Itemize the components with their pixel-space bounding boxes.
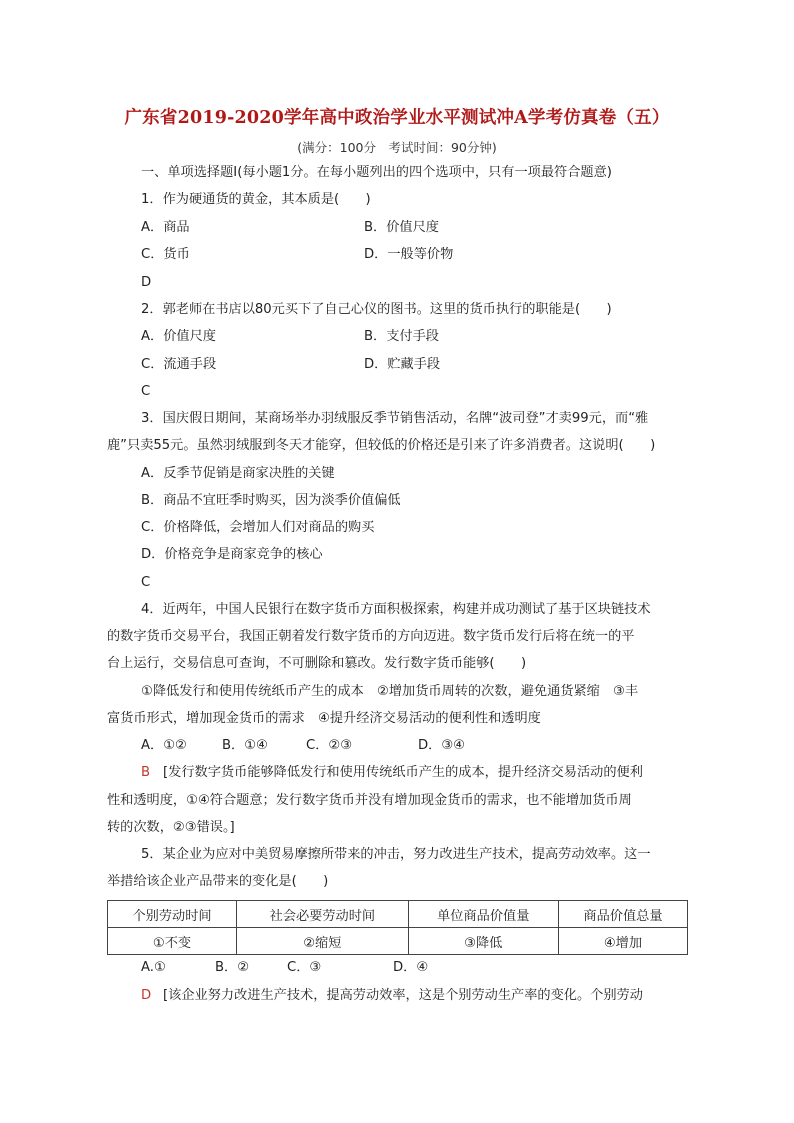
table-header-row <box>108 901 688 928</box>
question-1-answer: D <box>141 275 152 290</box>
question-3-stem-line-2: 鹿”只卖55元。虽然羽绒服到冬天才能穿，但较低的价格还是引来了许多消费者。这说明( ) <box>107 438 656 453</box>
table-header-cell: 社会必要劳动时间 <box>237 901 409 928</box>
question-5-option-a: A.① <box>141 960 166 975</box>
question-3-option-d: D．价格竞争是商家竞争的核心 <box>141 547 323 562</box>
question-1-option-a: A．商品 <box>141 220 190 235</box>
question-5-stem-line-2: 举措给该企业产品带来的变化是( ) <box>107 874 329 889</box>
question-4-stem-line-1: 4．近两年，中国人民银行在数字货币方面积极探索，构建并成功测试了基于区块链技术 <box>141 602 651 617</box>
question-2-option-c: C．流通手段 <box>141 357 217 372</box>
exam-info: (满分：100分 考试时间：90分钟) <box>297 140 497 155</box>
question-1-option-d: D．一般等价物 <box>364 247 454 262</box>
question-3-stem-line-1: 3．国庆假日期间，某商场举办羽绒服反季节销售活动，名牌“波司登”才卖99元，而“雅 <box>141 411 649 426</box>
question-2-option-d: D．贮藏手段 <box>364 357 441 372</box>
question-2-stem: 2．郭老师在书店以80元买下了自己心仪的图书。这里的货币执行的职能是( ) <box>141 302 612 317</box>
table-cell: ②缩短 <box>237 928 409 955</box>
question-4-stem-line-2: 的数字货币交易平台，我国正朝着发行数字货币的方向迈进。数字货币发行后将在统一的平 <box>107 629 635 644</box>
question-2-option-b: B．支付手段 <box>364 329 439 344</box>
question-4-option-b: B．①④ <box>222 738 268 753</box>
question-2-option-a: A．价值尺度 <box>141 329 216 344</box>
question-4-option-a: A．①② <box>141 738 187 753</box>
table-header-cell: 个别劳动时间 <box>108 901 237 928</box>
question-3-option-c: C．价格降低，会增加人们对商品的购买 <box>141 520 375 535</box>
question-4-option-d: D．③④ <box>418 738 465 753</box>
question-4-answer: B <box>141 765 151 780</box>
question-3-answer: C <box>141 575 151 590</box>
question-5-answer: D <box>141 988 152 1003</box>
question-5-stem-line-1: 5．某企业为应对中美贸易摩擦所带来的冲击，努力改进生产技术，提高劳动效率。这一 <box>141 847 651 862</box>
table-header-cell: 商品价值总量 <box>558 901 687 928</box>
question-4-explanation-line-1: [发行数字货币能够降低发行和使用传统纸币产生的成本，提升经济交易活动的便利 <box>163 765 643 780</box>
question-5-option-d: D．④ <box>393 960 429 975</box>
section-heading: 一、单项选择题Ⅰ(每小题1分。在每小题列出的四个选项中，只有一项最符合题意) <box>141 165 612 180</box>
question-1-option-b: B．价值尺度 <box>364 220 439 235</box>
question-4-stem-line-3: 台上运行，交易信息可查询，不可删除和篡改。发行数字货币能够( ) <box>107 656 527 671</box>
question-4-option-c: C．②③ <box>306 738 353 753</box>
table-row <box>108 928 688 955</box>
question-5-option-c: C．③ <box>287 960 322 975</box>
table-cell: ③降低 <box>408 928 558 955</box>
question-1-stem: 1．作为硬通货的黄金，其本质是( ) <box>141 192 371 207</box>
question-4-explanation-line-3: 转的次数，②③错误。] <box>107 820 235 835</box>
question-4-statements-line-2: 富货币形式，增加现金货币的需求 ④提升经济交易活动的便利性和透明度 <box>107 711 541 726</box>
question-5-table <box>107 900 688 955</box>
question-2-answer: C <box>141 384 151 399</box>
question-5-option-b: B．② <box>215 960 250 975</box>
question-3-option-b: B．商品不宜旺季时购买，因为淡季价值偏低 <box>141 493 401 508</box>
question-4-explanation-line-2: 性和透明度，①④符合题意；发行数字货币并没有增加现金货币的需求，也不能增加货币周 <box>107 793 632 808</box>
question-1-option-c: C．货币 <box>141 247 190 262</box>
table-header-cell: 单位商品价值量 <box>408 901 558 928</box>
question-4-statements-line-1: ①降低发行和使用传统纸币产生的成本 ②增加货币周转的次数，避免通货紧缩 ③丰 <box>141 684 639 699</box>
table-cell: ④增加 <box>558 928 687 955</box>
question-3-option-a: A．反季节促销是商家决胜的关键 <box>141 466 335 481</box>
table-cell: ①不变 <box>108 928 237 955</box>
page-title: 广东省2019-2020学年高中政治学业水平测试冲A学考仿真卷（五） <box>124 108 670 128</box>
question-5-explanation-line-1: [该企业努力改进生产技术，提高劳动效率，这是个别劳动生产率的变化。个别劳动 <box>163 988 643 1003</box>
